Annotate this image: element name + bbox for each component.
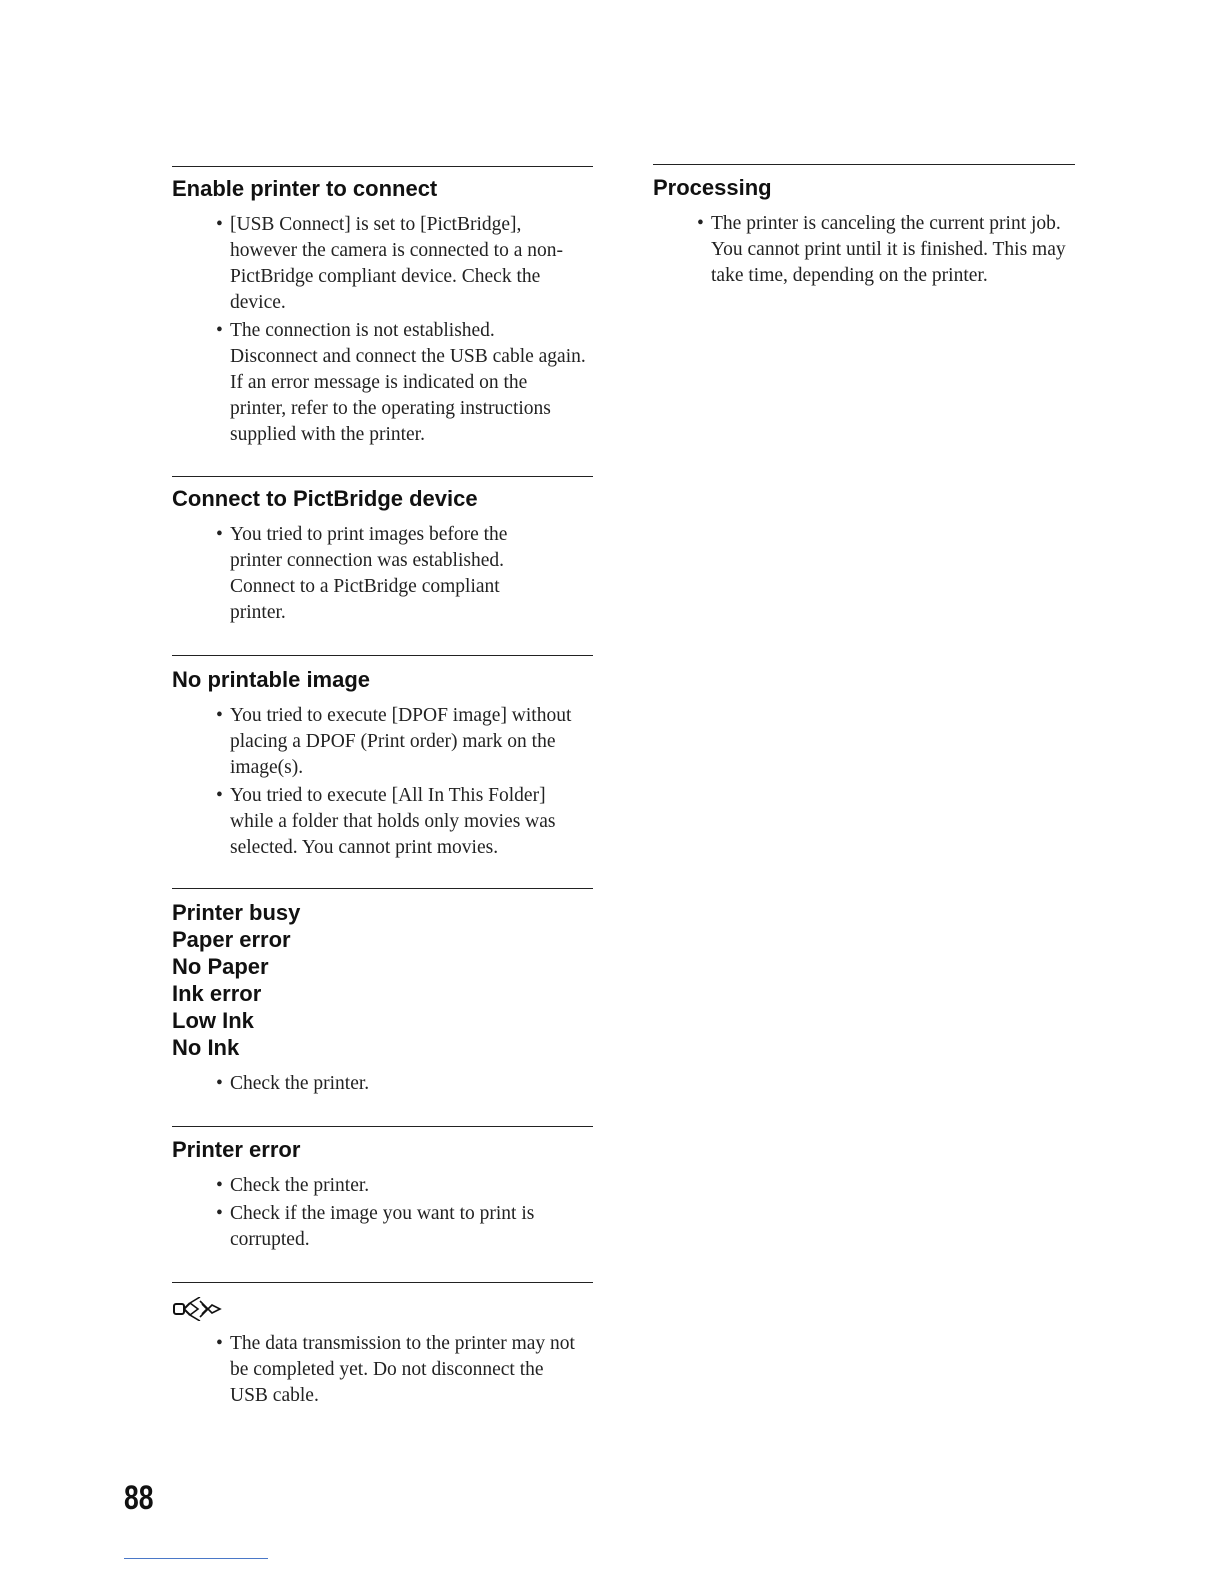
bullet-list (216, 522, 556, 626)
usb-connection-icon (172, 1297, 593, 1321)
section-processing (653, 164, 1075, 291)
section-title-printer-busy: Printer busy (172, 900, 301, 925)
section-title-paper-error: Paper error (172, 927, 291, 952)
section-title-ink-error: Ink error (172, 981, 262, 1006)
section-divider (172, 655, 593, 656)
section-divider (172, 1126, 593, 1127)
bullet-list (216, 212, 586, 448)
section-title: Processing (653, 175, 772, 200)
section-title-no-paper: No Paper (172, 954, 269, 979)
section-printer-status (172, 888, 593, 1099)
bullet-item: • [USB Connect] is set to [PictBridge], however the camera is connected to a non-PictBridge compliant device. Check the device. (216, 212, 586, 316)
section-title-no-ink: No Ink (172, 1035, 240, 1060)
section-divider (172, 1282, 593, 1283)
section-title: Enable printer to connect (172, 176, 438, 201)
section-divider (653, 164, 1075, 165)
section-connect-pictbridge (172, 476, 593, 628)
bullet-list (216, 1071, 586, 1097)
bullet-item: • The printer is canceling the current print job. You cannot print until it is finished. This may take time, depending on the printer. (697, 211, 1069, 289)
bullet-list (216, 1331, 586, 1409)
section-title: No printable image (172, 667, 371, 692)
section-divider (172, 888, 593, 889)
section-divider (172, 166, 593, 167)
status-title-group (172, 899, 593, 1061)
section-title-low-ink: Low Ink (172, 1008, 254, 1033)
bullet-item: • You tried to execute [All In This Folder] while a folder that holds only movies was selected. You cannot print movies. (216, 783, 586, 861)
section-printer-error (172, 1126, 593, 1255)
bullet-list (216, 1173, 586, 1253)
footer-divider (124, 1558, 268, 1559)
bullet-item: • Check the printer. (216, 1071, 586, 1097)
bullet-item: • You tried to execute [DPOF image] without placing a DPOF (Print order) mark on the image(s). (216, 703, 586, 781)
section-title: Printer error (172, 1137, 301, 1162)
section-title: Connect to PictBridge device (172, 486, 478, 511)
bullet-item: • The data transmission to the printer may not be completed yet. Do not disconnect the USB cable. (216, 1331, 586, 1409)
section-enable-printer (172, 166, 593, 450)
section-divider (172, 476, 593, 477)
bullet-list (697, 211, 1069, 289)
section-no-printable-image (172, 655, 593, 863)
page-number: 88 (124, 1479, 154, 1517)
section-usb-transmission (172, 1282, 593, 1411)
bullet-list (216, 703, 586, 861)
bullet-item: • Check if the image you want to print is corrupted. (216, 1201, 586, 1253)
bullet-item: • Check the printer. (216, 1173, 586, 1199)
bullet-item: • The connection is not established. Disconnect and connect the USB cable again. If an error message is indicated on the printer, refer to the operating instructions supplied with the printer. (216, 318, 586, 448)
bullet-item: • You tried to print images before the printer connection was established. Connect to a PictBridge compliant printer. (216, 522, 556, 626)
